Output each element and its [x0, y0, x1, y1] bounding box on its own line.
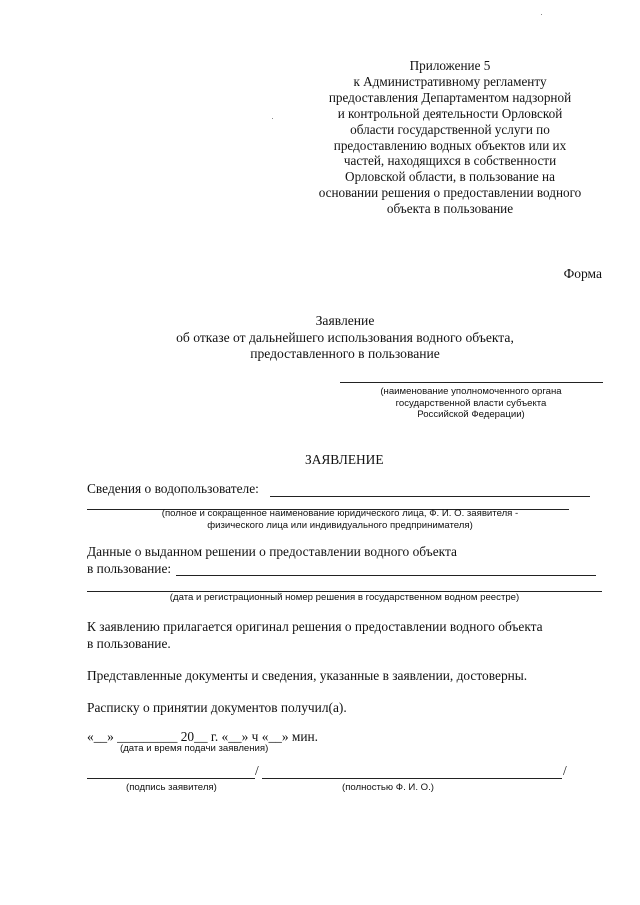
appendix-line: основании решения о предоставлении водного [318, 185, 582, 201]
full-name-caption: (полностью Ф. И. О.) [342, 782, 434, 793]
appendix-line: к Административному регламенту [353, 73, 547, 89]
appendix-line: Приложение 5 [409, 58, 491, 73]
decision-label-line2: в пользование: [87, 561, 172, 576]
water-user-field-line [270, 496, 590, 497]
caption-line: (наименование уполномоченного органа [380, 386, 562, 397]
appendix-line: объекта в пользование [386, 201, 514, 217]
scan-speck [272, 118, 273, 119]
signature-end-separator: / [563, 763, 567, 778]
appendix-line: предоставлению водных объектов или их [333, 137, 567, 153]
receipt-statement: Расписку о принятии документов получил(а). [87, 700, 347, 715]
appendix-line: и контрольной деятельности Орловской [337, 105, 563, 121]
decision-label-line1: Данные о выданном решении о предоставлении водного объекта [87, 544, 457, 559]
signature-caption: (подпись заявителя) [126, 782, 217, 793]
appendix-line: частей, находящихся в собственности [343, 153, 557, 169]
document-title [120, 313, 570, 363]
full-name-field-line [262, 778, 562, 779]
caption-line: физического лица или индивидуального предпринимателя) [207, 519, 473, 531]
date-time-line: «__» _________ 20__ г. «__» ч «__» мин. [87, 729, 319, 744]
appendix-header [300, 58, 600, 217]
attachment-text-line1: К заявлению прилагается оригинал решения о предоставлении водного объекта [87, 619, 543, 634]
decision-field-line [176, 575, 596, 576]
water-user-label: Сведения о водопользователе: [87, 481, 259, 496]
appendix-line: Орловской области, в пользование на [345, 169, 555, 185]
authority-field-line [340, 382, 603, 383]
title-line: Заявление [315, 313, 375, 328]
water-user-caption [120, 508, 560, 531]
form-label: Форма [563, 266, 602, 281]
attachment-text-line2: в пользование. [87, 636, 171, 651]
title-line: об отказе от дальнейшего использования водного объекта, [176, 329, 514, 345]
signature-field-line [87, 778, 255, 779]
decision-caption: (дата и регистрационный номер решения в государственном водном реестре) [169, 592, 520, 603]
caption-line: Российской Федерации) [417, 409, 525, 420]
caption-line: государственной власти субъекта [395, 397, 547, 409]
appendix-line: предоставления Департаментом надзорной [328, 89, 572, 105]
statement-heading: ЗАЯВЛЕНИЕ [305, 452, 384, 467]
appendix-line: области государственной услуги по [350, 121, 550, 137]
caption-line: (полное и сокращенное наименование юридического лица, Ф. И. О. заявителя - [161, 508, 519, 519]
date-time-caption: (дата и время подачи заявления) [120, 743, 269, 754]
reliability-statement: Представленные документы и сведения, указанные в заявлении, достоверны. [87, 668, 528, 683]
signature-separator: / [255, 763, 259, 778]
title-line: предоставленного в пользование [250, 346, 440, 361]
scan-speck [541, 14, 542, 15]
authority-caption [340, 386, 602, 421]
